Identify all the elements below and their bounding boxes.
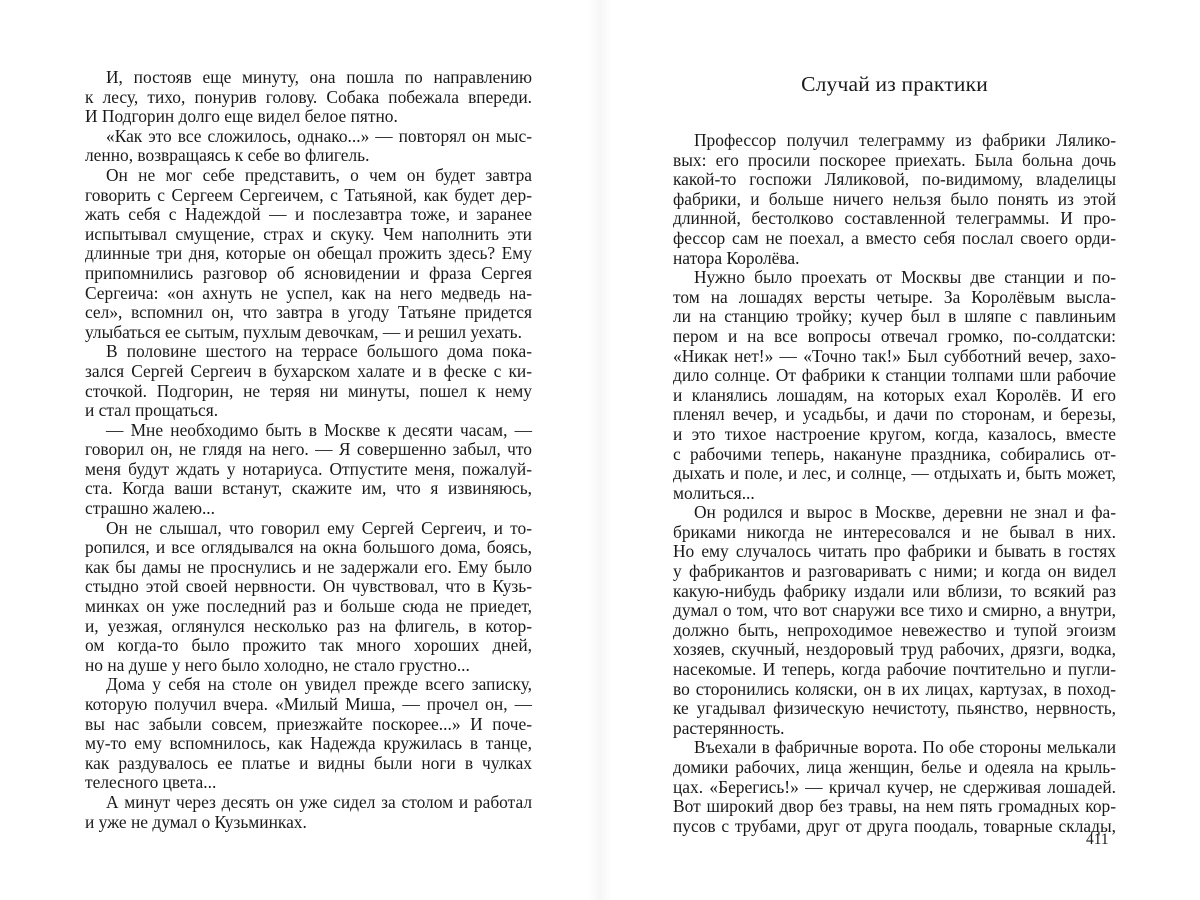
text-line: меня будут ждать у нотариуса. Отпустите меня, пожалуй- [85,458,532,479]
text-line: ста. Когда ваши встанут, скажите им, что я извиняюсь, [85,478,532,499]
text-line: у фабрикантов и разговаривать с ними; и когда он видел [673,561,1116,582]
text-line: Он не слышал, что говорил ему Сергей Сергеич, и то- [106,517,532,538]
text-line: дыхать и поле, и лес, и солнце, — отдыхать и, быть может, [673,463,1116,484]
text-line: страшно жалею... [85,498,216,519]
text-line: насекомые. И теперь, когда рабочие почтительно и пугли- [673,659,1116,680]
text-line: натора Королёва. [673,247,800,268]
text-line: думал о том, что вот снаружи все тихо и смирно, а внутри, [673,600,1116,621]
text-line: том на лошадях версты четыре. За Королёвым высла- [673,286,1116,307]
paragraph [85,519,532,676]
text-line: телесного цвета... [85,772,217,793]
text-line: молиться... [673,482,755,503]
text-line: пленял вечер, и усадьбы, и дачи по сторонам, и березы, [673,404,1116,425]
left-page-text [85,68,532,832]
text-line: и уже не думал о Кузьминках. [85,811,307,832]
text-line: «Никак нет!» — «Точно так!» Был субботний вечер, захо- [673,345,1116,366]
text-line: какую-нибудь фабрику издали или вблизи, то всякий раз [673,580,1116,601]
paragraph [85,421,532,519]
text-line: как раздувалось ее платье и видны были ноги в чулках [85,752,532,773]
text-line: фессор сам не поехал, а вместо себя послал своего орди- [673,227,1116,248]
page-number: 411 [1086,831,1109,848]
text-line: И Подгорин долго еще видел белое пятно. [85,106,398,127]
text-line: му-то ему вспомнилось, как Надежда кружилась в танце, [85,733,532,754]
text-line: растерянность. [673,717,785,738]
text-line: ом когда-то было прожито так много хороших дней, [85,635,532,656]
text-line: с рабочими теперь, накануне праздника, собирались от- [673,443,1116,464]
text-line: которую получил вчера. «Милый Миша, — прочел он, — [85,694,532,714]
text-line: но на душе у него было холодно, не стало грустно... [85,654,470,675]
text-line: Нужно было проехать от Москвы две станции и по- [694,267,1116,288]
paragraph [673,738,1116,836]
paragraph [85,68,532,127]
text-line: сточкой. Подгорин, не теряя ни минуты, пошел к нему [85,380,532,401]
text-line: и кланялись лошадям, на которых ехал Королёв. И его [673,384,1116,405]
text-line: и это тихое настроение кругом, когда, казалось, вместе [673,423,1116,444]
text-line: ке угадывал физическую нечистоту, пьянство, нервность, [673,698,1116,719]
paragraph [673,268,1116,503]
paragraph [673,131,1116,268]
text-line: стыдно этой своей нервности. Он чувствовал, что в Кузь- [85,576,532,597]
text-line: длинной, бестолково составленной телеграммы. И про- [673,208,1116,229]
text-line: А минут через десять он уже сидел за столом и работал [106,791,532,812]
text-line: В половине шестого на террасе большого дома пока- [106,341,532,362]
paragraph [85,675,532,793]
text-line: Сергеича: «он ахнуть не успел, как на него медведь на- [85,282,532,303]
text-line: Дома у себя на столе он увидел прежде всего записку, [106,674,532,695]
text-line: Он не мог себе представить, о чем он будет завтра [106,164,532,185]
text-line: как бы дамы не проснулись и не задержали его. Ему было [85,556,532,577]
text-line: какой-то госпожи Ляликовой, по-видимому, владелицы [673,169,1116,190]
text-line: жать себя с Надеждой — и послезавтра тоже, и заранее [85,204,532,225]
paragraph [85,793,532,832]
text-line: припомнились разговор об ясновидении и фраза Сергея [85,262,532,283]
paragraph [85,166,532,342]
text-line: Он родился и вырос в Москве, деревни не знал и фа- [694,502,1116,523]
right-page-text [673,131,1116,836]
text-line: Но ему случалось читать про фабрики и бывать в гостях [673,541,1116,562]
text-line: фабрики, и больше ничего нельзя было понять из этой [673,188,1116,209]
text-line: ропился, и все оглядывался на окна большого дома, боясь, [85,537,532,558]
paragraph [85,127,532,166]
text-line: говорил он, не глядя на него. — Я совершенно забыл, что [85,439,532,460]
paragraph [85,342,532,420]
text-line: пусов с трубами, друг от друга поодаль, товарные склады, [673,815,1116,836]
text-line: длинные три дня, которые он обещал прожить здесь? Ему [85,243,532,264]
text-line: и стал прощаться. [85,400,219,421]
paragraph [673,503,1116,738]
text-line: вых: его просили поскорее приехать. Была больна дочь [673,149,1116,170]
text-line: «Как это все сложилось, однако...» — повторял он мыс- [106,125,532,146]
text-line: хозяев, скучный, нездоровый труд рабочих, дрязги, водка, [673,639,1116,660]
text-line: цах. «Берегись!» — кричал кучер, не сдерживая лошадей. [673,776,1116,797]
chapter-title: Случай из практики [801,72,988,96]
text-line: должно быть, непроходимое невежество и тупой эгоизм [673,619,1116,640]
text-line: вы нас забыли совсем, приезжайте поскорее...» И поче- [85,713,532,734]
text-line: испытывал смущение, страх и скуку. Чем наполнить эти [85,223,532,244]
text-line: улыбаться ее сытым, пухлым девочкам, — и решил уехать. [85,321,522,342]
text-line: пером и на все вопросы отвечал громко, по-солдатски: [673,325,1116,346]
text-line: говорить с Сергеем Сергеичем, с Татьяной, как будет дер- [85,184,532,205]
text-line: домики рабочих, лица женщин, белье и одеяла на крыль- [673,757,1116,777]
text-line: минках он уже последний раз и больше сюда не приедет, [85,596,532,617]
right-page [600,0,1200,900]
text-line: Профессор получил телеграмму из фабрики Лялико- [694,130,1116,150]
text-line: — Мне необходимо быть в Москве к десяти часам, — [106,419,532,440]
text-line: дило солнце. От фабрики к станции толпами шли рабочие [673,365,1116,386]
text-line: ленно, возвращаясь к себе во флигель. [85,145,370,166]
text-line: Вот широкий двор без травы, на нем пять громадных кор- [673,796,1116,817]
text-line: ли на станцию тройку; кучер был в шляпе с павлиньим [673,306,1116,327]
text-line: Въехали в фабричные ворота. По обе стороны мелькали [694,737,1116,758]
text-line: и, уезжая, оглянулся несколько раз на флигель, в котор- [85,615,532,636]
text-line: зался Сергей Сергеич в бухарском халате и в феске с ки- [85,360,532,381]
text-line: во сторонились коляски, он в их лицах, картузах, в поход- [673,678,1116,699]
text-line: И, постояв еще минуту, она пошла по направлению [106,67,532,87]
text-line: к лесу, тихо, понурив голову. Собака побежала впереди. [85,86,532,107]
text-line: бриками никогда не интересовался и не бывал в них. [673,521,1116,542]
text-line: сел», вспомнил он, что завтра в угоду Татьяне придется [85,302,532,323]
